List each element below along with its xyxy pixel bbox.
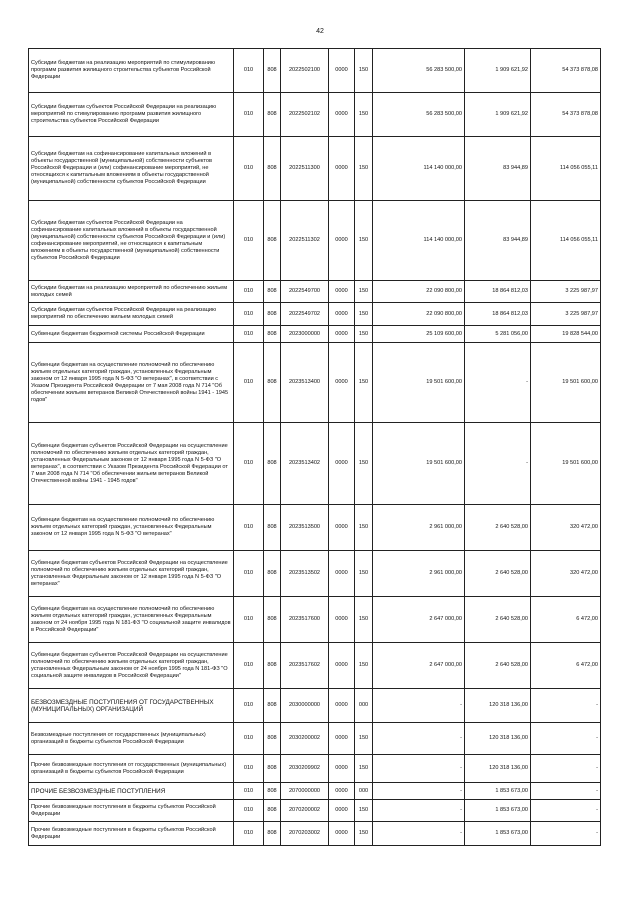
row-unexecuted-amount: 19 828 544,00 [531,326,601,343]
row-planned-amount: - [373,800,465,822]
row-code-kbk: 2070203002 [281,822,329,846]
row-code-kbk: 2022511302 [281,201,329,281]
table-row [29,137,601,201]
table-row [29,800,601,822]
table-row [29,303,601,326]
row-code-kbk: 2022502100 [281,49,329,93]
row-code-kosgu: 150 [355,505,373,551]
row-executed-amount: - [465,423,531,505]
row-unexecuted-amount: - [531,783,601,800]
row-code-kbk: 2023513400 [281,343,329,423]
row-executed-amount: 18 864 812,03 [465,303,531,326]
row-planned-amount: - [373,755,465,783]
row-name: Субсидии бюджетам субъектов Российской Федерации на реализацию мероприятий по стимулированию программ развития жилищного строительства субъектов Российской Федерации [29,93,234,137]
row-name: Прочие безвозмездные поступления от государственных (муниципальных) организаций в бюджеты субъектов Российской Федерации [29,755,234,783]
row-name: Субсидии бюджетам на софинансирование капитальных вложений в объекты государственной (муниципальной) собственности субъектов Российской Федерации и (или) софинансирование мероприятий, не относящихся к капитальным вложениям в объекты государственной (муниципальной) собственности субъектов Российской Федерации [29,137,234,201]
row-code-program: 0000 [329,643,355,689]
row-code-program: 0000 [329,343,355,423]
row-code-line: 010 [234,822,264,846]
row-code-program: 0000 [329,551,355,597]
row-code-admin: 808 [264,343,281,423]
row-code-kosgu: 150 [355,755,373,783]
row-code-program: 0000 [329,505,355,551]
row-executed-amount: - [465,343,531,423]
row-code-program: 0000 [329,800,355,822]
row-code-line: 010 [234,137,264,201]
row-unexecuted-amount: 3 225 987,97 [531,281,601,303]
page-number: 42 [316,28,324,35]
row-planned-amount: - [373,689,465,723]
row-executed-amount: 18 864 812,03 [465,281,531,303]
row-code-line: 010 [234,343,264,423]
row-planned-amount: 114 140 000,00 [373,137,465,201]
row-code-program: 0000 [329,201,355,281]
row-name: Субсидии бюджетам субъектов Российской Федерации на софинансирование капитальных вложений в объекты государственной (муниципальной) собственности субъектов Российской Федерации и (или) софинансирование мероприятий, не относящихся к капитальным вложениям в объекты государственной (муниципальной) собственности субъектов Российской Федерации [29,201,234,281]
row-name: Субсидии бюджетам на реализацию мероприятий по стимулированию программ развития жилищного строительства субъектов Российской Федерации [29,49,234,93]
row-planned-amount: 2 961 000,00 [373,505,465,551]
row-code-admin: 808 [264,49,281,93]
row-planned-amount: 19 501 600,00 [373,423,465,505]
row-unexecuted-amount: 114 056 055,11 [531,137,601,201]
table-row [29,343,601,423]
row-planned-amount: - [373,783,465,800]
row-code-kosgu: 150 [355,49,373,93]
row-name: Субвенции бюджетам субъектов Российской Федерации на осуществление полномочий по обеспечению жильем отдельных категорий граждан, установленных Федеральным законом от 12 января 1995 года N 5-ФЗ "О ветеранах" [29,551,234,597]
row-code-kbk: 2070200002 [281,800,329,822]
row-executed-amount: 1 909 621,92 [465,49,531,93]
row-code-admin: 808 [264,822,281,846]
table-row [29,723,601,755]
row-code-line: 010 [234,423,264,505]
row-code-kbk: 2023513502 [281,551,329,597]
row-code-program: 0000 [329,423,355,505]
table-row [29,505,601,551]
table-row [29,281,601,303]
row-unexecuted-amount: - [531,755,601,783]
row-unexecuted-amount: 19 501 600,00 [531,343,601,423]
row-unexecuted-amount: 114 056 055,11 [531,201,601,281]
row-code-admin: 808 [264,137,281,201]
row-code-admin: 808 [264,303,281,326]
budget-execution-table [28,48,601,846]
row-code-kosgu: 000 [355,689,373,723]
table-row [29,643,601,689]
row-code-kosgu: 150 [355,597,373,643]
table-row [29,93,601,137]
row-code-kbk: 2022549700 [281,281,329,303]
row-name: Субвенции бюджетам бюджетной системы Российской Федерации [29,326,234,343]
row-executed-amount: 2 640 528,00 [465,551,531,597]
row-code-kbk: 2023517600 [281,597,329,643]
row-unexecuted-amount: - [531,723,601,755]
row-code-kbk: 2023000000 [281,326,329,343]
row-code-admin: 808 [264,723,281,755]
row-code-admin: 808 [264,423,281,505]
row-planned-amount: - [373,822,465,846]
row-code-line: 010 [234,597,264,643]
row-code-kosgu: 150 [355,343,373,423]
row-name: Прочие безвозмездные поступления в бюджеты субъектов Российской Федерации [29,800,234,822]
row-unexecuted-amount: - [531,800,601,822]
row-code-kosgu: 150 [355,551,373,597]
row-executed-amount: 120 318 136,00 [465,723,531,755]
table-row [29,822,601,846]
table-row [29,689,601,723]
row-code-admin: 808 [264,755,281,783]
table-row [29,201,601,281]
row-code-program: 0000 [329,689,355,723]
row-planned-amount: - [373,723,465,755]
row-code-kosgu: 150 [355,281,373,303]
row-planned-amount: 56 283 500,00 [373,93,465,137]
table-row [29,597,601,643]
row-name: Субсидии бюджетам субъектов Российской Федерации на реализацию мероприятий по обеспечению жильем молодых семей [29,303,234,326]
row-code-admin: 808 [264,597,281,643]
table-row [29,49,601,93]
row-code-line: 010 [234,201,264,281]
row-executed-amount: 83 944,89 [465,201,531,281]
row-name: Субвенции бюджетам на осуществление полномочий по обеспечению жильем отдельных категорий граждан, установленных Федеральным законом от 12 января 1995 года N 5-ФЗ "О ветеранах" [29,505,234,551]
row-code-line: 010 [234,643,264,689]
row-unexecuted-amount: 3 225 987,97 [531,303,601,326]
row-executed-amount: 120 318 136,00 [465,689,531,723]
row-executed-amount: 5 281 056,00 [465,326,531,343]
row-unexecuted-amount: - [531,822,601,846]
row-code-program: 0000 [329,137,355,201]
row-planned-amount: 22 090 800,00 [373,281,465,303]
row-code-kosgu: 150 [355,800,373,822]
row-code-program: 0000 [329,822,355,846]
row-executed-amount: 2 640 528,00 [465,643,531,689]
row-name: БЕЗВОЗМЕЗДНЫЕ ПОСТУПЛЕНИЯ ОТ ГОСУДАРСТВЕННЫХ (МУНИЦИПАЛЬНЫХ) ОРГАНИЗАЦИЙ [29,689,234,723]
row-planned-amount: 114 140 000,00 [373,201,465,281]
row-code-line: 010 [234,281,264,303]
row-code-kosgu: 150 [355,93,373,137]
row-name: ПРОЧИЕ БЕЗВОЗМЕЗДНЫЕ ПОСТУПЛЕНИЯ [29,783,234,800]
row-code-admin: 808 [264,505,281,551]
row-planned-amount: 22 090 800,00 [373,303,465,326]
row-unexecuted-amount: 6 472,00 [531,597,601,643]
row-planned-amount: 25 109 600,00 [373,326,465,343]
row-code-program: 0000 [329,326,355,343]
row-code-kosgu: 150 [355,303,373,326]
row-code-program: 0000 [329,93,355,137]
row-code-admin: 808 [264,800,281,822]
row-code-line: 010 [234,689,264,723]
row-unexecuted-amount: 6 472,00 [531,643,601,689]
row-executed-amount: 120 318 136,00 [465,755,531,783]
row-executed-amount: 1 853 673,00 [465,822,531,846]
table-row [29,551,601,597]
row-executed-amount: 1 853 673,00 [465,783,531,800]
row-code-program: 0000 [329,281,355,303]
row-name: Прочие безвозмездные поступления в бюджеты субъектов Российской Федерации [29,822,234,846]
row-name: Субвенции бюджетам субъектов Российской Федерации на осуществление полномочий по обеспечению жильем отдельных категорий граждан, установленных Федеральным законом от 12 января 1995 года N 5-ФЗ "О ветеранах", в соответствии с Указом Президента Российской Федерации от 7 мая 2008 года N 714 "Об обеспечении жильем ветеранов Великой Отечественной войны 1941 - 1945 годов" [29,423,234,505]
row-code-kbk: 2023513500 [281,505,329,551]
row-code-admin: 808 [264,689,281,723]
table-row [29,755,601,783]
row-executed-amount: 2 640 528,00 [465,505,531,551]
row-name: Субвенции бюджетам на осуществление полномочий по обеспечению жильем отдельных категорий граждан, установленных Федеральным законом от 12 января 1995 года N 5-ФЗ "О ветеранах", в соответствии с Указом Президента Российской Федерации от 7 мая 2008 года N 714 "Об обеспечении жильем ветеранов Великой Отечественной войны 1941 - 1945 годов" [29,343,234,423]
row-planned-amount: 56 283 500,00 [373,49,465,93]
row-code-line: 010 [234,93,264,137]
row-code-kbk: 2070000000 [281,783,329,800]
row-planned-amount: 2 647 000,00 [373,643,465,689]
row-code-kosgu: 150 [355,326,373,343]
row-code-line: 010 [234,505,264,551]
row-code-line: 010 [234,783,264,800]
row-code-program: 0000 [329,783,355,800]
row-name: Субвенции бюджетам на осуществление полномочий по обеспечению жильем отдельных категорий граждан, установленных Федеральным законом от 24 ноября 1995 года N 181-ФЗ "О социальной защите инвалидов в Российской Федерации" [29,597,234,643]
row-code-line: 010 [234,551,264,597]
row-executed-amount: 1 853 673,00 [465,800,531,822]
row-name: Субсидии бюджетам на реализацию мероприятий по обеспечению жильем молодых семей [29,281,234,303]
row-code-kosgu: 000 [355,783,373,800]
row-code-admin: 808 [264,643,281,689]
table-row [29,783,601,800]
row-code-line: 010 [234,49,264,93]
row-code-admin: 808 [264,551,281,597]
row-unexecuted-amount: - [531,689,601,723]
row-code-admin: 808 [264,783,281,800]
table-row [29,326,601,343]
row-planned-amount: 2 961 000,00 [373,551,465,597]
row-code-kosgu: 150 [355,643,373,689]
row-code-kbk: 2023517602 [281,643,329,689]
row-code-kosgu: 150 [355,201,373,281]
row-code-kosgu: 150 [355,423,373,505]
row-unexecuted-amount: 320 472,00 [531,505,601,551]
row-code-program: 0000 [329,49,355,93]
row-code-kbk: 2030209902 [281,755,329,783]
row-unexecuted-amount: 54 373 878,08 [531,93,601,137]
row-executed-amount: 2 640 528,00 [465,597,531,643]
row-name: Субвенции бюджетам субъектов Российской Федерации на осуществление полномочий по обеспечению жильем отдельных категорий граждан, установленных Федеральным законом от 24 ноября 1995 года N 181-ФЗ "О социальной защите инвалидов в Российской Федерации" [29,643,234,689]
row-code-kbk: 2030000000 [281,689,329,723]
row-code-admin: 808 [264,93,281,137]
table-row [29,423,601,505]
row-executed-amount: 83 944,89 [465,137,531,201]
row-code-kbk: 2022511300 [281,137,329,201]
row-code-admin: 808 [264,326,281,343]
row-code-kbk: 2023513402 [281,423,329,505]
row-code-line: 010 [234,326,264,343]
row-name: Безвозмездные поступления от государственных (муниципальных) организаций в бюджеты субъектов Российской Федерации [29,723,234,755]
row-code-program: 0000 [329,303,355,326]
row-code-kosgu: 150 [355,137,373,201]
row-code-program: 0000 [329,755,355,783]
row-code-kbk: 2030200002 [281,723,329,755]
row-code-line: 010 [234,303,264,326]
row-code-admin: 808 [264,201,281,281]
row-code-kbk: 2022549702 [281,303,329,326]
row-unexecuted-amount: 320 472,00 [531,551,601,597]
row-code-line: 010 [234,800,264,822]
row-code-line: 010 [234,723,264,755]
row-planned-amount: 19 501 600,00 [373,343,465,423]
row-code-line: 010 [234,755,264,783]
row-planned-amount: 2 647 000,00 [373,597,465,643]
row-code-kosgu: 150 [355,723,373,755]
row-code-admin: 808 [264,281,281,303]
row-code-program: 0000 [329,597,355,643]
row-executed-amount: 1 909 621,92 [465,93,531,137]
row-unexecuted-amount: 54 373 878,08 [531,49,601,93]
row-code-kbk: 2022502102 [281,93,329,137]
row-unexecuted-amount: 19 501 600,00 [531,423,601,505]
row-code-program: 0000 [329,723,355,755]
row-code-kosgu: 150 [355,822,373,846]
